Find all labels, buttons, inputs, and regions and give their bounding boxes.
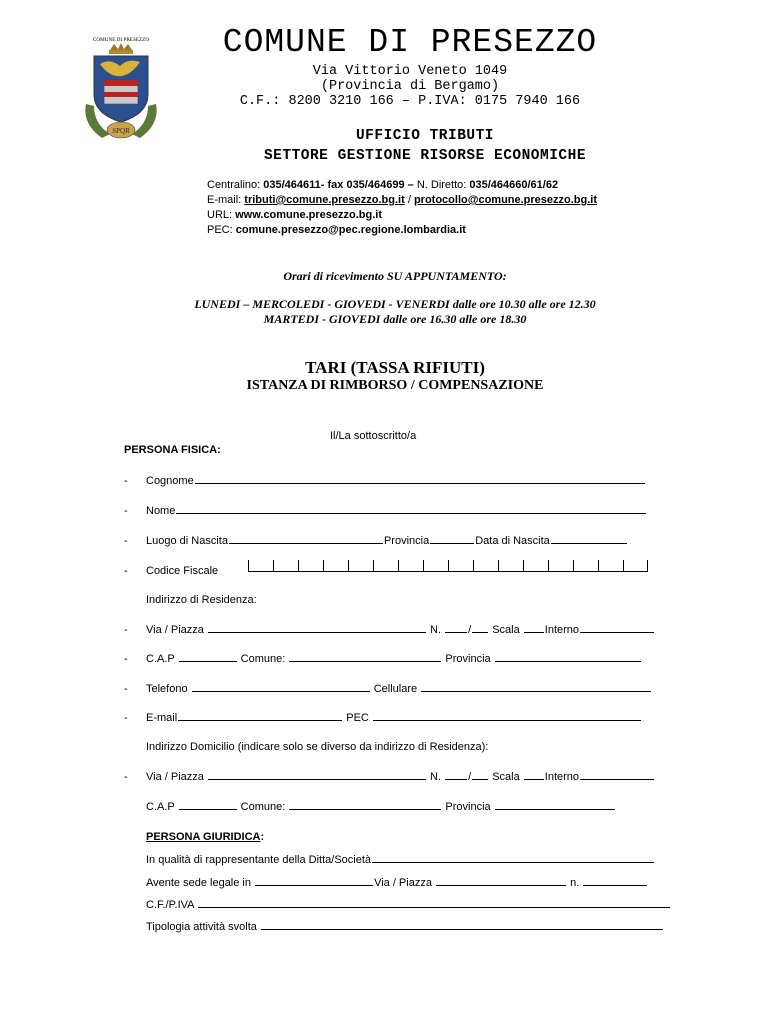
nascita-field[interactable] [146,535,628,547]
qualita-input-line[interactable] [372,861,654,863]
sottoscritto-label: Il/La sottoscritto/a [330,430,417,442]
cf-char-box[interactable] [348,560,373,572]
via-piazza-input-line[interactable] [208,631,426,633]
form-subtitle: ISTANZA DI RIMBORSO / COMPENSAZIONE [246,378,544,393]
centralino-label: Centralino: [207,179,261,191]
email-input-line[interactable] [178,719,342,721]
cellulare-input-line[interactable] [421,690,651,692]
persona-giuridica-colon: : [260,831,265,843]
interno-input-line[interactable] [580,631,654,633]
bullet-dash: - [124,535,128,547]
telefono-input-line[interactable] [192,690,370,692]
domicilio-cap-input-line[interactable] [179,808,237,810]
comune-label: Comune: [240,653,286,665]
pec-link[interactable]: comune.presezzo@pec.regione.lombardia.it [235,224,466,236]
domicilio-scala-input-line[interactable] [524,778,544,780]
qualita-field[interactable] [146,854,655,866]
contact-phone-line [207,178,558,193]
codice-fiscale-boxes[interactable] [248,560,648,573]
nome-field[interactable] [146,505,647,517]
scala-input-line[interactable] [524,631,544,633]
email-field[interactable] [146,712,642,724]
numero-slash: / [468,624,472,636]
cf-piva-label: C.F./P.IVA [146,899,194,911]
bullet-dash: - [124,475,128,487]
residenza-via-field[interactable] [146,624,655,636]
persona-fisica-heading: PERSONA FISICA: [124,444,221,456]
pec-input-line[interactable] [373,719,641,721]
cf-char-box[interactable] [473,560,498,572]
coat-motto: SPQR [112,127,130,135]
comune-input-line[interactable] [289,660,441,662]
cognome-label: Cognome [146,475,194,487]
domicilio-comune-label: Comune: [240,801,286,813]
coat-small-label: COMUNE DI PRESEZZO [92,37,150,43]
url-link[interactable]: www.comune.presezzo.bg.it [235,209,383,221]
residenza-cap-field[interactable] [146,653,642,665]
cf-char-box[interactable] [548,560,573,572]
centralino-value: 035/464611- fax 035/464699 – [263,179,414,191]
codice-fiscale-label: Codice Fiscale [146,565,219,577]
pec-field-label: PEC [346,712,369,724]
address-line-2: (Provincia di Bergamo) [320,79,500,94]
bullet-dash: - [124,771,128,783]
domicilio-comune-input-line[interactable] [289,808,441,810]
cellulare-label: Cellulare [373,683,418,695]
interno-label: Interno [544,624,580,636]
sede-n-input-line[interactable] [583,884,647,886]
cognome-input-line[interactable] [195,482,645,484]
cf-char-box[interactable] [273,560,298,572]
domicilio-via-input-line[interactable] [208,778,426,780]
sede-via-input-line[interactable] [436,884,566,886]
bullet-dash: - [124,565,128,577]
numero-input-line[interactable] [445,631,467,633]
cf-char-box[interactable] [423,560,448,572]
email-label: E-mail: [207,194,242,206]
office-subtitle: SETTORE GESTIONE RISORSE ECONOMICHE [263,148,587,164]
sede-legale-field[interactable] [146,877,648,889]
telefono-label: Telefono [146,683,188,695]
bullet-dash: - [124,653,128,665]
hours-title: Orari di ricevimento SU APPUNTAMENTO: [283,269,507,283]
email-separator: / [407,194,411,206]
indirizzo-residenza-heading: Indirizzo di Residenza: [146,594,257,606]
numero-label: N. [430,624,442,636]
data-nascita-input-line[interactable] [551,542,627,544]
address-line-1: Via Vittorio Veneto 1049 [312,64,508,79]
email-link-protocollo[interactable]: protocollo@comune.presezzo.bg.it [413,194,598,206]
domicilio-interno-label: Interno [544,771,580,783]
cf-piva-input-line[interactable] [198,906,670,908]
cf-char-box[interactable] [598,560,623,572]
qualita-label: In qualità di rappresentante della Ditta/Società [146,854,372,866]
cap-label: C.A.P [146,653,175,665]
numero-bis-input-line[interactable] [472,631,488,633]
address-line-3: C.F.: 8200 3210 166 – P.IVA: 0175 7940 166 [239,94,581,109]
luogo-nascita-label: Luogo di Nascita [146,535,228,547]
provincia-nascita-label: Provincia [383,535,430,547]
cf-piva-field[interactable] [146,899,671,911]
domicilio-cap-field[interactable] [146,801,616,813]
domicilio-via-piazza-label: Via / Piazza [146,771,204,783]
contact-email-line [207,193,597,208]
sede-legale-input-line[interactable] [255,884,373,886]
url-label: URL: [207,209,233,221]
hours-line-1: LUNEDI – MERCOLEDI - GIOVEDI - VENERDI dalle ore 10.30 alle ore 12.30 [194,297,596,311]
cf-char-box[interactable] [323,560,348,572]
hours-line-2: MARTEDI - GIOVEDI dalle ore 16.30 alle ore 18.30 [263,312,527,326]
office-title: UFFICIO TRIBUTI [355,128,495,144]
coat-of-arms [80,34,162,146]
domicilio-numero-input-line[interactable] [445,778,467,780]
sede-legale-label: Avente sede legale in [146,877,251,889]
bullet-dash: - [124,505,128,517]
tipologia-input-line[interactable] [261,928,663,930]
domicilio-numero-label: N. [430,771,442,783]
provincia-input-line[interactable] [495,660,641,662]
cf-char-box[interactable] [523,560,548,572]
cap-input-line[interactable] [179,660,237,662]
nome-input-line[interactable] [176,512,646,514]
bullet-dash: - [124,683,128,695]
cf-char-box[interactable] [398,560,423,572]
domicilio-provincia-label: Provincia [445,801,491,813]
nome-label: Nome [146,505,176,517]
persona-giuridica-label: PERSONA GIURIDICA [146,831,261,843]
domicilio-via-field[interactable] [146,771,655,783]
luogo-nascita-input-line[interactable] [229,542,383,544]
provincia-label: Provincia [445,653,491,665]
tipologia-field[interactable] [146,921,664,933]
via-piazza-label: Via / Piazza [146,624,204,636]
email-link-tributi[interactable]: tributi@comune.presezzo.bg.it [244,194,405,206]
scala-label: Scala [492,624,520,636]
persona-giuridica-heading [146,831,264,843]
provincia-nascita-input-line[interactable] [430,542,474,544]
tipologia-label: Tipologia attività svolta [146,921,257,933]
domicilio-interno-input-line[interactable] [580,778,654,780]
contact-pec-line [207,223,466,238]
domicilio-provincia-input-line[interactable] [495,808,615,810]
sede-n-label: n. [570,877,580,889]
domicilio-numero-slash: / [468,771,472,783]
sede-via-piazza-label: Via / Piazza [374,877,432,889]
bullet-dash: - [124,624,128,636]
indirizzo-domicilio-heading: Indirizzo Domicilio (indicare solo se diverso da indirizzo di Residenza): [146,741,489,753]
form-title: TARI (TASSA RIFIUTI) [305,358,485,377]
page-title: COMUNE DI PRESEZZO [222,24,598,61]
coat-of-arms-icon [80,34,162,146]
cf-char-box[interactable] [498,560,523,572]
diretto-label: N. Diretto: [416,179,467,191]
telefono-field[interactable] [146,683,652,695]
cf-char-box[interactable] [248,560,273,572]
data-nascita-label: Data di Nascita [475,535,550,547]
email-field-label: E-mail [146,712,178,724]
domicilio-cap-label: C.A.P [146,801,175,813]
cf-char-box[interactable] [623,560,648,572]
bullet-dash: - [124,712,128,724]
cf-char-box[interactable] [573,560,598,572]
diretto-value: 035/464660/61/62 [469,179,559,191]
cognome-field[interactable] [146,475,646,487]
contact-url-line [207,208,382,223]
cf-char-box[interactable] [448,560,473,572]
domicilio-scala-label: Scala [492,771,520,783]
cf-char-box[interactable] [298,560,323,572]
pec-label: PEC: [207,224,233,236]
domicilio-numero-bis-input-line[interactable] [472,778,488,780]
cf-char-box[interactable] [373,560,398,572]
